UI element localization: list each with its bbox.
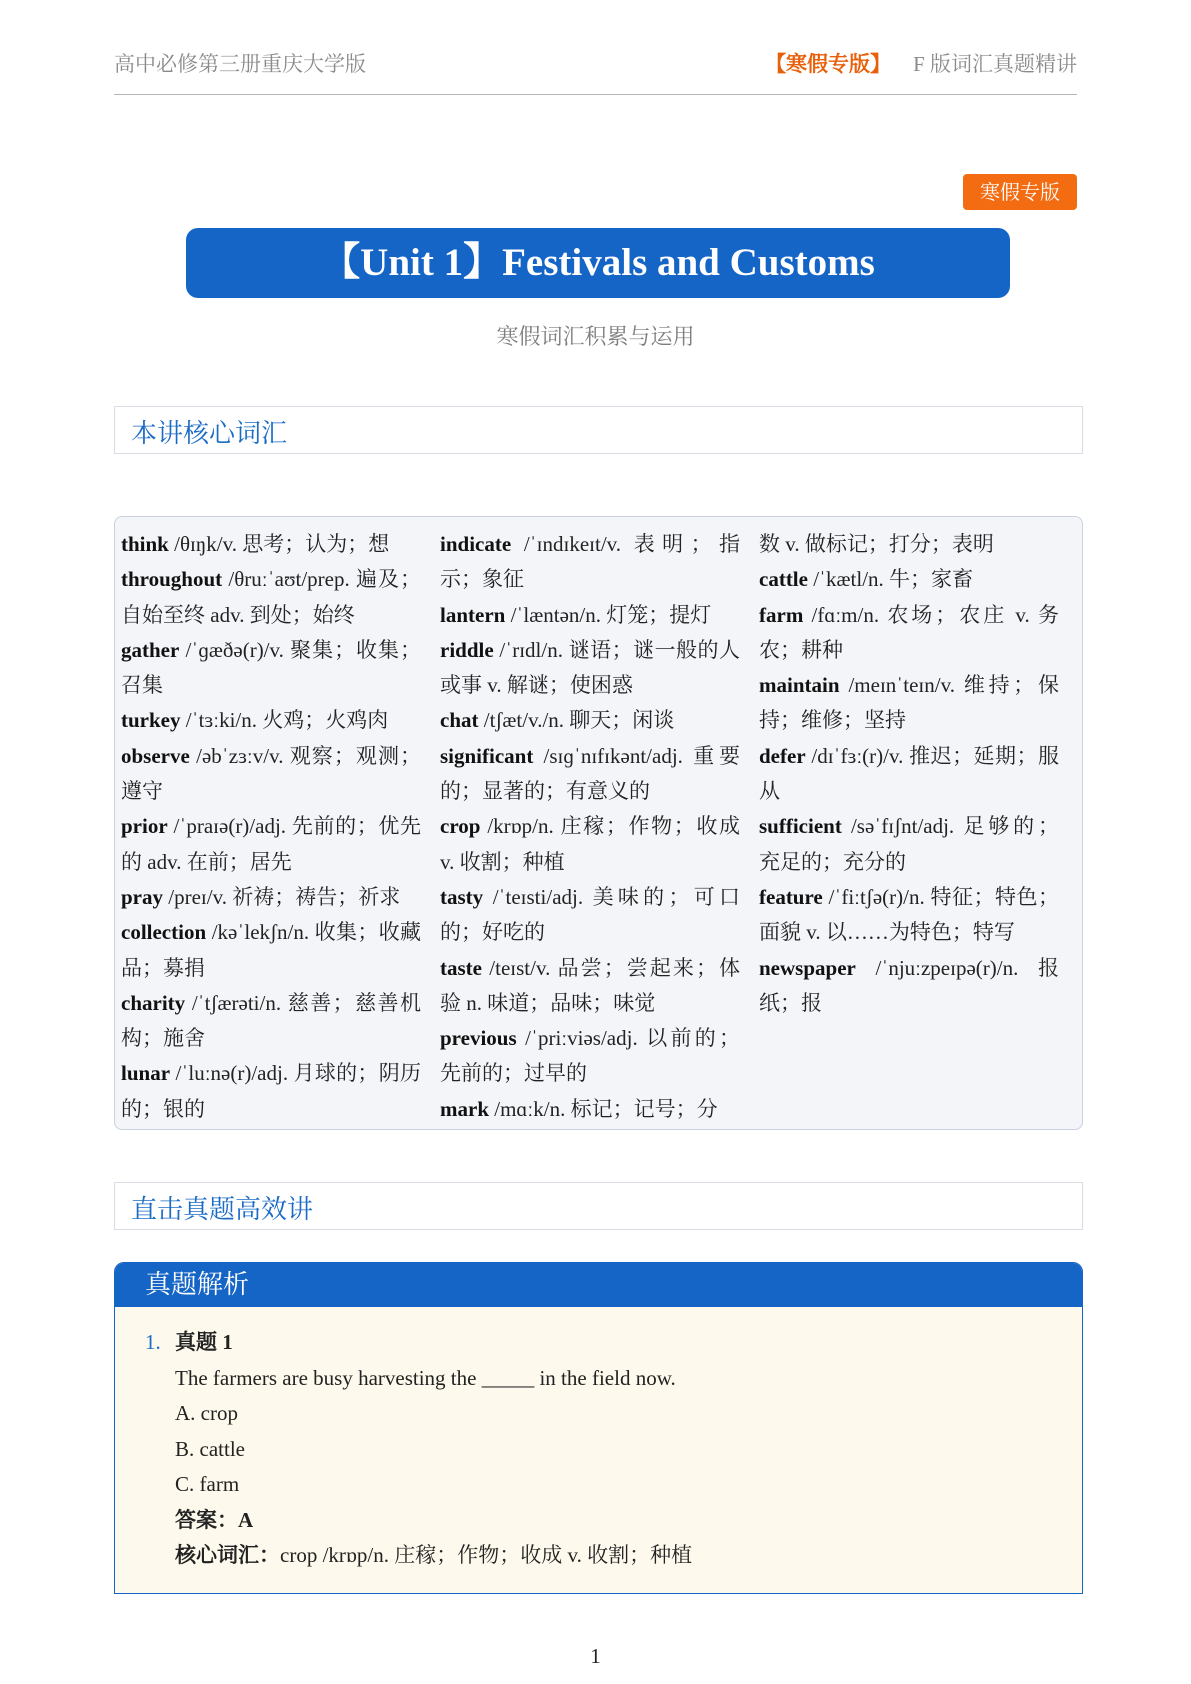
vocab-word: gather — [121, 637, 180, 662]
vocab-entry — [121, 880, 421, 915]
vocab-entry — [121, 527, 421, 562]
option-a: A. crop — [175, 1401, 238, 1425]
vocab-word: tasty — [440, 884, 484, 909]
vocab-entry — [440, 1092, 740, 1127]
vocab-entry — [759, 668, 1059, 739]
question-body — [145, 1325, 1052, 1574]
vocab-word: observe — [121, 743, 190, 768]
unit-subtitle: 寒假词汇积累与运用 — [496, 325, 695, 350]
vocab-definition: /əbˈzɜːv/v. 观察；观测；遵守 — [121, 743, 421, 804]
vocab-word: previous — [440, 1026, 517, 1051]
vocab-word: significant — [440, 743, 534, 768]
vocab-definition: /θɪŋk/v. 思考；认为；想 — [168, 532, 390, 556]
question-number: 1. — [145, 1330, 161, 1354]
vocab-word: throughout — [121, 567, 223, 592]
vocab-word: newspaper — [759, 955, 856, 980]
page-number: 1 — [590, 1644, 601, 1668]
exam-heading-text: 直击真题高效讲 — [131, 1195, 314, 1225]
vocab-word: riddle — [440, 637, 494, 662]
vocab-entry — [759, 951, 1059, 1022]
core-vocab-label: 核心词汇： — [175, 1543, 280, 1567]
vocab-entry — [440, 1021, 740, 1092]
vocab-entry — [121, 1056, 421, 1127]
vocab-definition: /ˈluːnə(r)/adj. 月球的；阴历的；银的 — [121, 1061, 421, 1121]
vocab-definition: /ˈpraɪə(r)/adj. 先前的；优先的 adv. 在前；居先 — [121, 814, 421, 874]
vocab-definition: /kəˈlekʃn/n. 收集；收藏品；募捐 — [121, 920, 421, 980]
vocab-entry — [759, 880, 1059, 951]
vocab-word: defer — [759, 743, 806, 768]
vocab-definition: /ˈlæntən/n. 灯笼；提灯 — [505, 602, 712, 627]
vocab-entry — [759, 527, 1059, 562]
vocab-column-2 — [440, 527, 740, 1127]
vocab-definition: /mɑːk/n. 标记；记号；分 — [489, 1096, 718, 1121]
vocab-definition: /tʃæt/v./n. 聊天；闲谈 — [478, 708, 675, 733]
vocab-entry — [121, 703, 421, 738]
analysis-card — [114, 1262, 1083, 1594]
vocab-definition: /dɪˈfɜː(r)/v. 推迟；延期；服从 — [759, 743, 1059, 804]
vocab-entry — [121, 986, 421, 1057]
vocab-word: collection — [121, 920, 207, 945]
vocab-entry — [440, 633, 740, 704]
vocab-word: lantern — [440, 602, 506, 627]
vocab-entry — [440, 880, 740, 951]
vocab-word: farm — [759, 602, 804, 627]
answer-label: 答案： — [175, 1507, 238, 1532]
question-label: 真题 1 — [175, 1330, 233, 1354]
vocab-entry — [121, 562, 421, 633]
vocab-column-3 — [759, 527, 1059, 1021]
vocab-definition: /ˈtʃærəti/n. 慈善；慈善机构；施舍 — [121, 990, 421, 1051]
vocab-definition: /ˈfiːtʃə(r)/n. 特征；特色；面貌 v. 以……为特色；特写 — [759, 884, 1059, 945]
analysis-header: 真题解析 — [115, 1263, 1082, 1307]
answer-line — [145, 1503, 1052, 1539]
edition-badge: 寒假专版 — [963, 174, 1077, 210]
vocab-word: feature — [759, 884, 823, 909]
vocab-definition: /səˈfɪʃnt/adj. 足够的；充足的；充分的 — [759, 814, 1059, 874]
vocab-definition: /ˈnjuːzpeɪpə(r)/n. 报纸；报 — [759, 955, 1059, 1015]
core-vocab-line — [145, 1538, 1052, 1574]
vocab-definition: /θruːˈaʊt/prep. 遍及；自始至终 adv. 到处；始终 — [121, 567, 421, 627]
book-title: 高中必修第三册重庆大学版 — [114, 52, 366, 76]
vocab-entry — [440, 703, 740, 738]
vocab-word: turkey — [121, 708, 181, 733]
vocab-definition: /meɪnˈteɪn/v. 维持；保持；维修；坚持 — [759, 673, 1059, 733]
unit-title: 【Unit 1】Festivals and Customs — [186, 228, 1010, 298]
vocab-definition: /preɪ/v. 祈祷；祷告；祈求 — [163, 884, 401, 909]
vocab-word: sufficient — [759, 814, 842, 839]
vocab-word: lunar — [121, 1061, 171, 1086]
vocab-definition: /ˈpriːviəs/adj. 以前的；先前的；过早的 — [440, 1026, 740, 1086]
vocab-entry — [440, 527, 740, 598]
vocab-entry — [121, 915, 421, 986]
header-right — [765, 48, 1077, 78]
vocab-definition: /sɪɡˈnɪfɪkənt/adj. 重要的；显著的；有意义的 — [440, 743, 740, 804]
vocab-entry — [759, 739, 1059, 810]
question-title — [145, 1325, 1052, 1361]
vocab-definition: /krɒp/n. 庄稼；作物；收成 v. 收割；种植 — [440, 814, 740, 874]
vocab-box — [114, 516, 1083, 1130]
vocab-word: taste — [440, 955, 482, 980]
question-stem: The farmers are busy harvesting the _____ in the field now. — [175, 1365, 676, 1390]
option-b: B. cattle — [175, 1436, 245, 1461]
core-vocab-text: crop /krɒp/n. 庄稼；作物；收成 v. 收割；种植 — [280, 1543, 693, 1567]
vocab-definition: /fɑːm/n. 农场；农庄 v. 务农；耕种 — [759, 602, 1059, 662]
vocab-definition: /ˈteɪsti/adj. 美味的；可口的；好吃的 — [440, 884, 740, 945]
vocab-word: cattle — [759, 567, 808, 592]
vocab-word: mark — [440, 1096, 489, 1121]
vocab-entry — [440, 951, 740, 1022]
core-vocab-heading — [114, 406, 1083, 454]
vocab-entry — [759, 598, 1059, 669]
vocab-definition: /ˈrɪdl/n. 谜语；谜一般的人或事 v. 解谜；使困惑 — [440, 637, 740, 698]
vocab-entry — [121, 809, 421, 880]
vocab-definition: /ˈɡæðə(r)/v. 聚集；收集；召集 — [121, 637, 421, 698]
vocab-entry — [440, 598, 740, 633]
vocab-definition: /ˈtɜːki/n. 火鸡；火鸡肉 — [180, 708, 389, 733]
option-c: C. farm — [175, 1472, 240, 1496]
vocab-word: prior — [121, 814, 168, 839]
vocab-word: chat — [440, 708, 479, 733]
vocab-definition: 数 v. 做标记；打分；表明 — [759, 532, 994, 556]
core-vocab-heading-text: 本讲核心词汇 — [131, 419, 288, 449]
vocab-word: crop — [440, 814, 481, 839]
vocab-definition: /teɪst/v. 品尝；尝起来；体验 n. 味道；品味；味觉 — [440, 955, 740, 1015]
vocab-entry — [121, 633, 421, 704]
vocab-word: think — [121, 532, 169, 556]
exam-heading — [114, 1182, 1083, 1230]
vocab-entry — [759, 809, 1059, 880]
answer-value: A — [238, 1507, 254, 1532]
vocab-entry — [440, 739, 740, 810]
vocab-word: pray — [121, 884, 163, 909]
edition-label: 【寒假专版】 — [765, 52, 892, 76]
vocab-word: indicate — [440, 532, 512, 556]
vocab-entry — [759, 562, 1059, 597]
vocab-entry — [121, 739, 421, 810]
series-label: F 版词汇真题精讲 — [913, 52, 1077, 76]
vocab-entry — [440, 809, 740, 880]
vocab-word: maintain — [759, 673, 840, 698]
vocab-column-1 — [121, 527, 421, 1127]
page-header — [114, 44, 1077, 95]
vocab-definition: /ˈɪndɪkeɪt/v. 表明；指示；象征 — [440, 532, 740, 592]
vocab-word: charity — [121, 990, 186, 1015]
vocab-definition: /ˈkætl/n. 牛；家畜 — [807, 567, 974, 592]
